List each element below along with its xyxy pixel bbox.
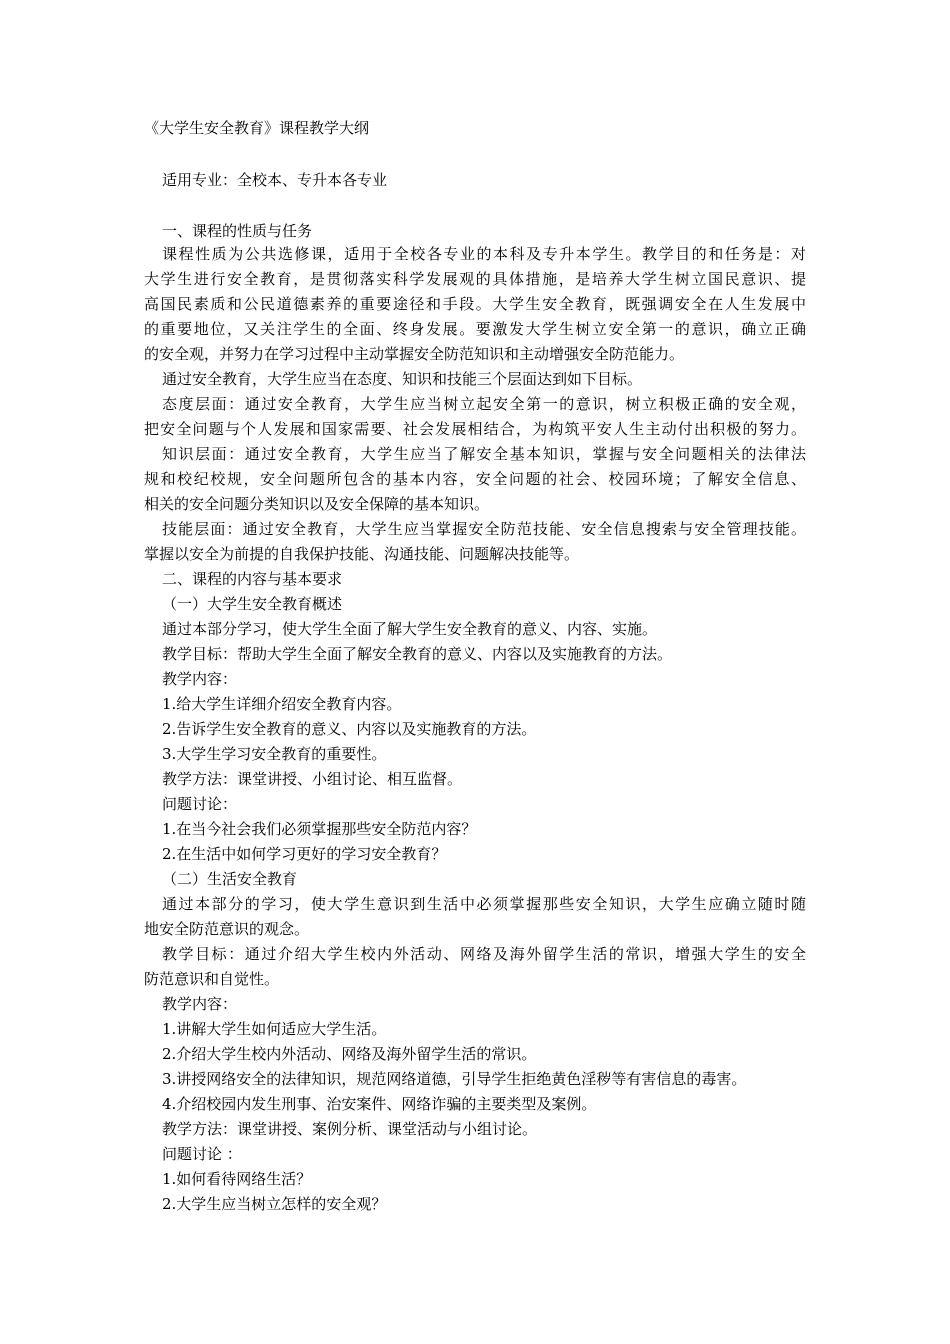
paragraph-line: 地安全防范意识的观念。 — [144, 920, 310, 938]
paragraph-line: 高国民素质和公民道德素养的重要途径和手段。大学生安全教育，既强调安全在人生发展中 — [144, 295, 806, 313]
paragraph-line: 通过安全教育，大学生应当在态度、知识和技能三个层面达到如下目标。 — [162, 370, 643, 388]
teaching-content-label: 教学内容： — [162, 995, 238, 1013]
discussion-label: 问题讨论 ： — [162, 1145, 242, 1163]
paragraph-line: 相关的安全问题分类知识以及安全保障的基本知识。 — [144, 495, 490, 513]
section-1-heading: 一、课程的性质与任务 — [162, 222, 313, 240]
list-item: 3.大学生学习安全教育的重要性。 — [162, 745, 387, 763]
paragraph-line: 把安全问题与个人发展和国家需要、社会发展相结合，为构筑平安人生主动付出积极的努力。 — [144, 420, 806, 438]
list-item: 4.介绍校园内发生刑事、治安案件、网络诈骗的主要类型及案例。 — [162, 1095, 597, 1113]
paragraph-line: 的安全观，并努力在学习过程中主动掌握安全防范知识和主动增强安全防范能力。 — [144, 345, 685, 363]
teaching-goal: 教学目标：通过介绍大学生校内外活动、网络及海外留学生活的常识，增强大学生的安全 — [162, 945, 806, 963]
paragraph-line: 规和校纪校规，安全问题所包含的基本内容，安全问题的社会、校园环境；了解安全信息、 — [144, 470, 806, 488]
paragraph-line: 知识层面：通过安全教育，大学生应当了解安全基本知识，掌握与安全问题相关的法律法 — [162, 445, 806, 463]
paragraph-line: 通过本部分的学习，使大学生意识到生活中必须掌握那些安全知识，大学生应确立随时随 — [162, 895, 806, 913]
document-title: 《大学生安全教育》课程教学大纲 — [144, 119, 370, 137]
list-item: 2.告诉学生安全教育的意义、内容以及实施教育的方法。 — [162, 720, 537, 738]
list-item: 2.在生活中如何学习更好的学习安全教育？ — [162, 845, 447, 863]
teaching-goal: 教学目标：帮助大学生全面了解安全教育的意义、内容以及实施教育的方法。 — [162, 645, 673, 663]
paragraph-line: 大学生进行安全教育，是贯彻落实科学发展观的具体措施，是培养大学生树立国民意识、提 — [144, 270, 806, 288]
section-2-heading: 二、课程的内容与基本要求 — [162, 570, 343, 588]
paragraph-line: 通过本部分学习，使大学生全面了解大学生安全教育的意义、内容、实施。 — [162, 620, 658, 638]
list-item: 1.如何看待网络生活？ — [162, 1170, 312, 1188]
list-item: 1.在当今社会我们必须掌握那些安全防范内容？ — [162, 820, 477, 838]
paragraph-line: 掌握以安全为前提的自我保护技能、沟通技能、问题解决技能等。 — [144, 545, 580, 563]
paragraph-line: 课程性质为公共选修课，适用于全校各专业的本科及专升本学生。教学目的和任务是：对 — [162, 245, 806, 263]
teaching-content-label: 教学内容： — [162, 670, 238, 688]
teaching-method: 教学方法：课堂讲授、案例分析、课堂活动与小组讨论。 — [162, 1120, 538, 1138]
paragraph-line: 防范意识和自觉性。 — [144, 970, 280, 988]
teaching-method: 教学方法：课堂讲授、小组讨论、相互监督。 — [162, 770, 463, 788]
paragraph-line: 技能层面：通过安全教育，大学生应当掌握安全防范技能、安全信息搜索与安全管理技能。 — [162, 520, 806, 538]
subsection-2-heading: （二）生活安全教育 — [162, 870, 298, 888]
list-item: 1.给大学生详细介绍安全教育内容。 — [162, 695, 402, 713]
list-item: 2.大学生应当树立怎样的安全观？ — [162, 1195, 387, 1213]
applicable-major: 适用专业：全校本、专升本各专业 — [162, 171, 388, 189]
discussion-label: 问题讨论： — [162, 795, 238, 813]
subsection-1-heading: （一）大学生安全教育概述 — [162, 595, 343, 613]
paragraph-line: 的重要地位，又关注学生的全面、终身发展。要激发大学生树立安全第一的意识，确立正确 — [144, 320, 806, 338]
list-item: 3.讲授网络安全的法律知识，规范网络道德，引导学生拒绝黄色淫秽等有害信息的毒害。 — [162, 1070, 747, 1088]
list-item: 1.讲解大学生如何适应大学生活。 — [162, 1020, 387, 1038]
list-item: 2.介绍大学生校内外活动、网络及海外留学生活的常识。 — [162, 1045, 537, 1063]
paragraph-line: 态度层面：通过安全教育，大学生应当树立起安全第一的意识，树立积极正确的安全观， — [162, 395, 806, 413]
